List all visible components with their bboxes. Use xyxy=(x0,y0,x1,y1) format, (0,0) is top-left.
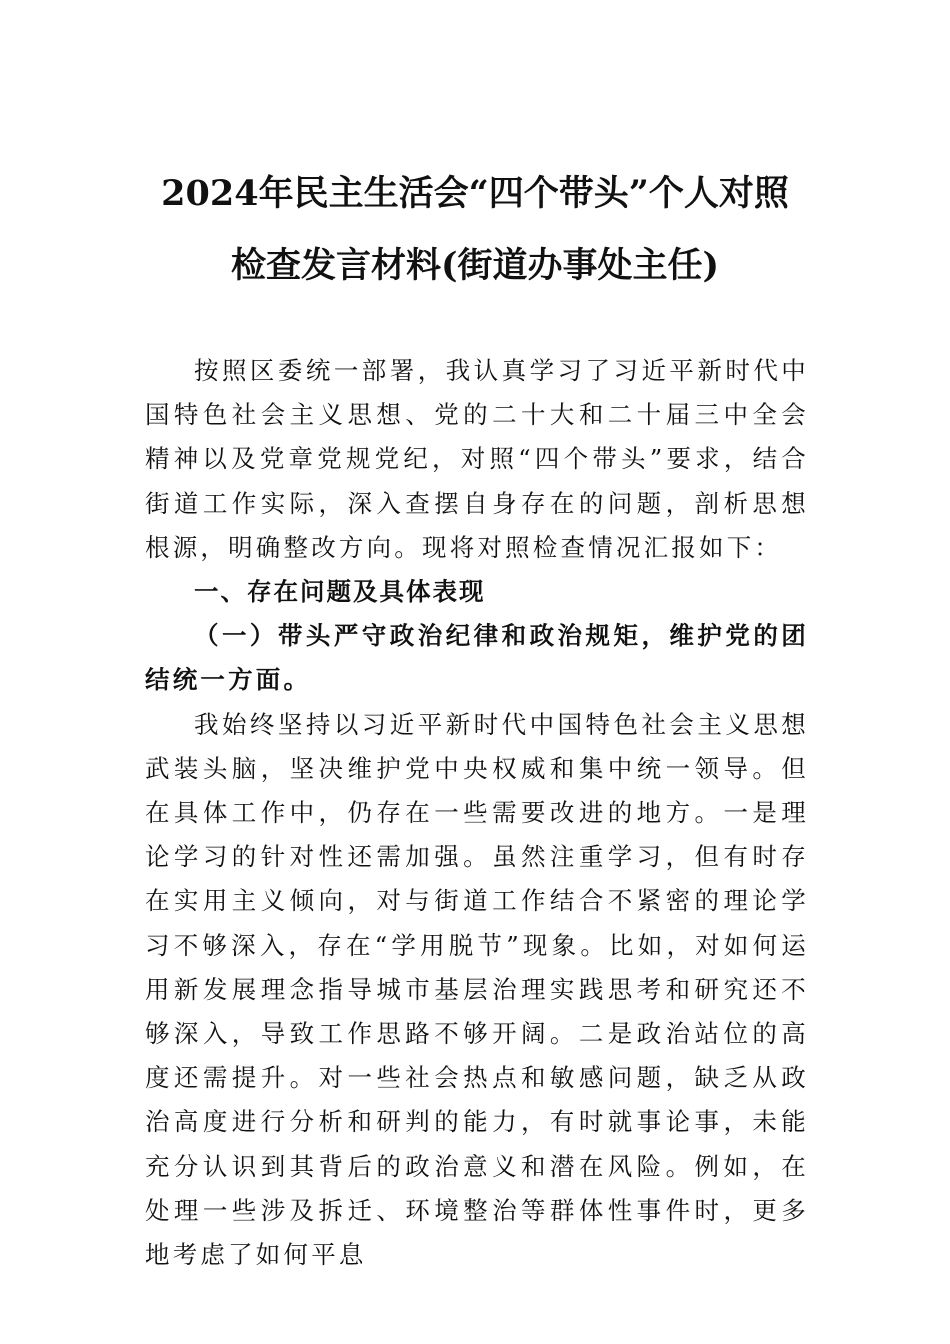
document-title-line-1: 2024年民主生活会“四个带头”个人对照 xyxy=(161,173,789,214)
body-paragraph-1: 我始终坚持以习近平新时代中国特色社会主义思想武装头脑，坚决维护党中央权威和集中统一领导。但在具体工作中，仍存在一些需要改进的地方。一是理论学习的针对性还需加强。虽然注重学习，但有时存在实用主义倾向，对与街道工作结合不紧密的理论学习不够深入，存在“学用脱节”现象。比如，对如何运用新发展理念指导城市基层治理实践思考和研究还不够深入，导致工作思路不够开阔。二是政治站位的高度还需提升。对一些社会热点和敏感问题，缺乏从政治高度进行分析和研判的能力，有时就事论事，未能充分认识到其背后的政治意义和潜在风险。例如，在处理一些涉及拆迁、环境整治等群体性事件时，更多地考虑了如何平息 xyxy=(145,709,809,1270)
subsection-heading-1: （一）带头严守政治纪律和政治规矩，维护党的团结统一方面。 xyxy=(145,621,809,695)
document-title-line-2: 检查发言材料(街道办事处主任) xyxy=(230,245,720,286)
intro-paragraph: 按照区委统一部署，我认真学习了习近平新时代中国特色社会主义思想、党的二十大和二十届三中全会精神以及党章党规党纪，对照“四个带头”要求，结合街道工作实际，深入查摆自身存在的问题，剖析思想根源，明确整改方向。现将对照检查情况汇报如下： xyxy=(145,356,809,562)
section-heading-1: 一、存在问题及具体表现 xyxy=(194,577,486,607)
document-body xyxy=(145,349,809,1277)
